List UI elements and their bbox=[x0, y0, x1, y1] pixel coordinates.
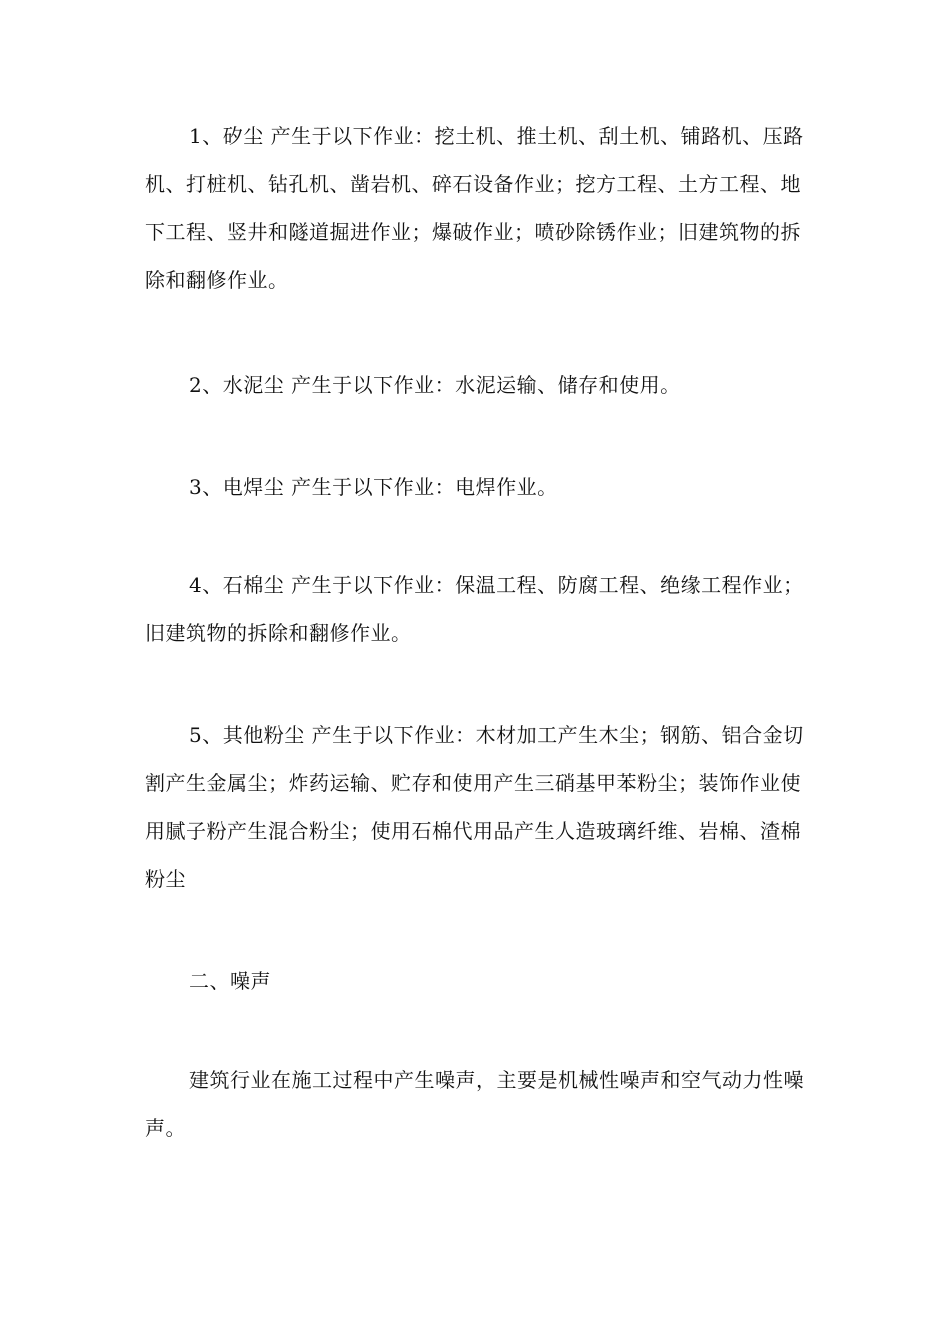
paragraph-silica-dust: 1、矽尘 产生于以下作业：挖土机、推土机、刮土机、铺路机、压路机、打桩机、钻孔机、凿岩机、碎石设备作业；挖方工程、土方工程、地下工程、竖井和隧道掘进作业；爆破作业；喷砂除锈作业；旧建筑物的拆除和翻修作业。 bbox=[145, 124, 804, 292]
paragraph-noise-description: 建筑行业在施工过程中产生噪声，主要是机械性噪声和空气动力性噪声。 bbox=[145, 1068, 804, 1140]
paragraph-welding-dust: 3、电焊尘 产生于以下作业：电焊作业。 bbox=[189, 475, 558, 499]
section-heading-noise: 二、噪声 bbox=[189, 969, 271, 993]
paragraph-asbestos-dust: 4、石棉尘 产生于以下作业：保温工程、防腐工程、绝缘工程作业；旧建筑物的拆除和翻修作业。 bbox=[145, 573, 804, 645]
paragraph-cement-dust: 2、水泥尘 产生于以下作业：水泥运输、储存和使用。 bbox=[189, 373, 681, 397]
paragraph-other-dust: 5、其他粉尘 产生于以下作业：木材加工产生木尘；钢筋、铝合金切割产生金属尘；炸药运输、贮存和使用产生三硝基甲苯粉尘；装饰作业使用腻子粉产生混合粉尘；使用石棉代用品产生人造玻璃纤维、岩棉、渣棉粉尘 bbox=[145, 723, 804, 891]
